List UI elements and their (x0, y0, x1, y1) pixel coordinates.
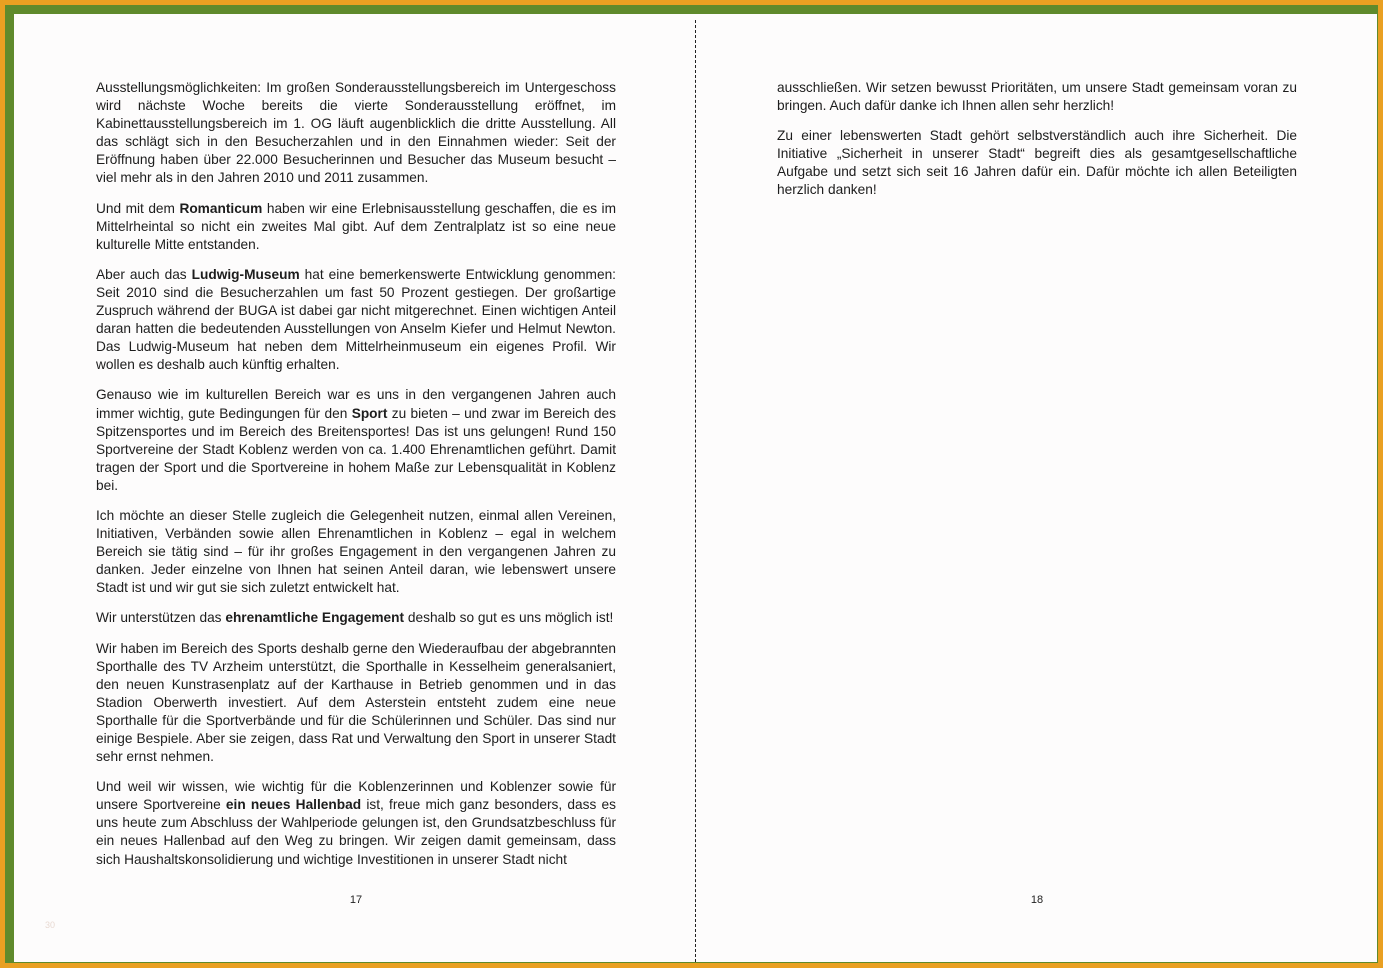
bold-term: ein neues Hallenbad (225, 797, 362, 813)
paragraph-romanticum: Und mit dem Romanticum haben wir eine Erlebnisausstellung geschaffen, die es im Mittelrheintal so nicht ein zweites Mal gibt. Auf dem Zentralplatz ist so eine neue kulturelle Mitte entstanden. (96, 200, 617, 252)
corner-mark: 30 (45, 920, 56, 930)
paragraph-hallenbad: Und weil wir wissen, wie wichtig für die Koblenzerinnen und Koblenzer sowie für unsere Sportvereine ein neues Hallenbad ist, freue mich ganz besonders, dass es uns heute zum Abschluss der Wahlperiode gelungen ist, den Grundsatzbeschluss für ein neues Hallenbad auf den Weg zu bringen. Wir zeigen damit gemeinsam, dass sich Haushaltskonsolidierung und wichtige Investitionen in unserer Stadt nicht (96, 779, 616, 867)
page-fold-divider (695, 20, 696, 962)
paragraph-engagement: Wir unterstützen das ehrenamtliche Engagement deshalb so gut es uns möglich ist! (96, 610, 614, 626)
bold-term: Romanticum (179, 200, 263, 216)
paragraph: Ausstellungsmöglichkeiten: Im großen Sonderausstellungsbereich im Untergeschoss wird nächste Woche bereits die vierte Sonderausstellung eröffnet, im Kabinettausstellungsbereich im 1. OG läuft augenblicklich die dritte Ausstellung. All das schlägt sich in den Besucherzahlen und in den Einnahmen wieder: Seit der Eröffnung haben über 22.000 Besucherinnen und Besucher das Museum besucht – viel mehr als in den Jahren 2010 und 2011 zusammen. (96, 80, 616, 186)
page-number-right: 18 (1030, 894, 1044, 906)
paragraph-sport: Genauso wie im kulturellen Bereich war es uns in den vergangenen Jahren auch immer wichtig, gute Bedingungen für den Sport zu bieten – und zwar im Bereich des Spitzensportes und im Bereich des Breitensportes! Das ist uns gelungen! Rund 150 Sportvereine der Stadt Koblenz werden von ca. 1.400 Ehrenamtlichen geführt. Damit tragen der Sport und die Sportvereine in hohem Maße zur Lebensqualität in Koblenz bei. (96, 387, 616, 493)
bold-term: Sport (351, 405, 388, 421)
page-number-left: 17 (349, 894, 363, 906)
bold-term: Ludwig-Museum (191, 266, 300, 282)
paragraph: Zu einer lebenswerten Stadt gehört selbstverständlich auch ihre Sicherheit. Die Initiative „Sicherheit in unserer Stadt“ begreift dies als gesamtgesellschaftliche Aufgabe und setzt sich seit 16 Jahren dafür ein. Dafür möchte ich allen Beteiligten herzlich danken! (777, 128, 1297, 198)
paragraph-ludwig-museum: Aber auch das Ludwig-Museum hat eine bemerkenswerte Entwicklung genommen: Seit 2010 sind die Besucherzahlen um fast 50 Prozent gestiegen. Der großartige Zuspruch während der BUGA ist dabei gar nicht mitgerechnet. Einen wichtigen Anteil daran hatten die bedeutenden Ausstellungen von Anselm Kiefer und Helmut Newton. Das Ludwig-Museum hat neben dem Mittelrheinmuseum ein eigenes Profil. Wir wollen es deshalb auch künftig erhalten. (96, 266, 616, 373)
left-page-text (96, 79, 616, 881)
right-page-text (777, 79, 1297, 212)
paragraph: Wir haben im Bereich des Sports deshalb gerne den Wiederaufbau der abgebrannten Sporthalle des TV Arzheim unterstützt, die Sporthalle in Kesselheim generalsaniert, den neuen Kunstrasenplatz auf der Karthause in Betrieb genommen und in das Stadion Oberwerth investiert. Auf dem Asterstein entsteht zudem eine neue Sporthalle für die Sportverbände und für die Schülerinnen und Schüler. Das sind nur einige Bespiele. Aber sie zeigen, dass Rat und Verwaltung den Sport in unserer Stadt sehr ernst nehmen. (96, 640, 616, 765)
bold-term: ehrenamtliche Engagement (225, 610, 405, 626)
paragraph: ausschließen. Wir setzen bewusst Prioritäten, um unsere Stadt gemeinsam voran zu bringen. Auch dafür danke ich Ihnen allen sehr herzlich! (777, 80, 1297, 114)
paragraph: Ich möchte an dieser Stelle zugleich die Gelegenheit nutzen, einmal allen Vereinen, Initiativen, Verbänden sowie allen Ehrenamtlichen in Koblenz – egal in welchem Bereich sie tätig sind – für ihr großes Engagement in den vergangenen Jahren zu danken. Jeder einzelne von Ihnen hat seinen Anteil daran, wie lebenswert unsere Stadt ist und wir gut sie sich zuletzt entwickelt hat. (96, 507, 616, 596)
document-spread (14, 14, 1377, 962)
